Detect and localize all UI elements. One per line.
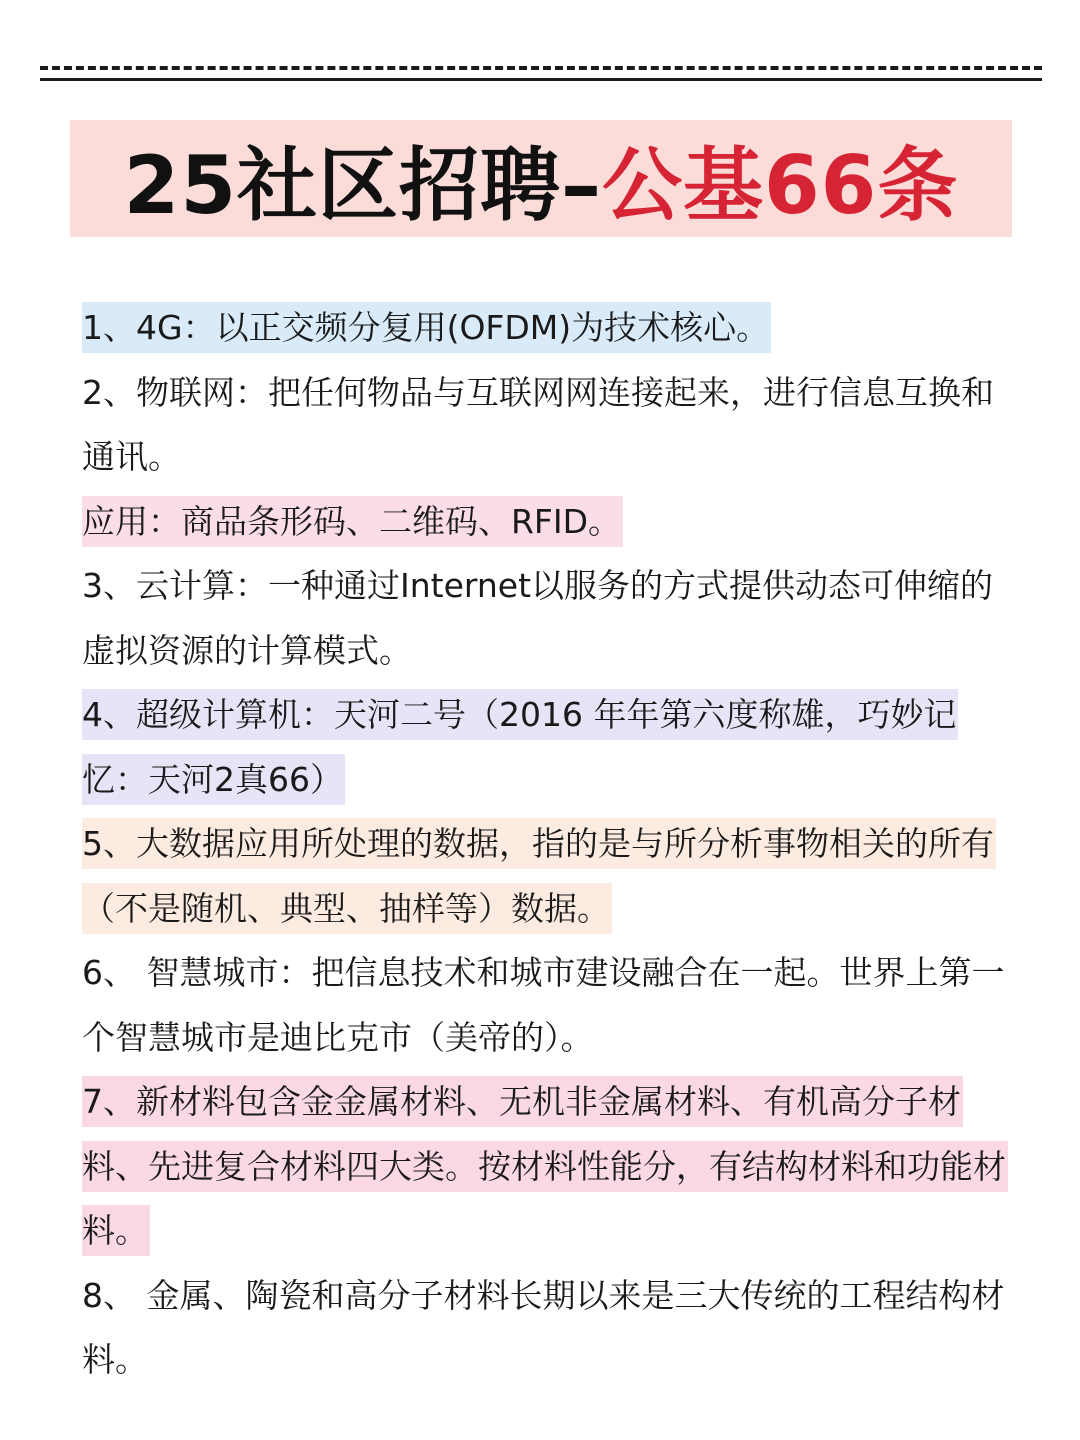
list-item xyxy=(82,554,1012,683)
top-dashed-rule xyxy=(40,66,1042,70)
list-item xyxy=(82,1070,1012,1264)
item-text: 4、超级计算机：天河二号（2016 年年第六度称雄，巧妙记忆：天河2真66） xyxy=(82,689,958,805)
list-item xyxy=(82,941,1012,1070)
title-accent: 公基66条 xyxy=(602,139,959,232)
item-text: 5、大数据应用所处理的数据，指的是与所分析事物相关的所有（不是随机、典型、抽样等）数据。 xyxy=(82,818,996,934)
list-item xyxy=(82,1264,1012,1393)
item-text: 8、 金属、陶瓷和高分子材料长期以来是三大传统的工程结构材料。 xyxy=(82,1275,1005,1379)
list-item xyxy=(82,296,1012,361)
list-item xyxy=(82,490,1012,555)
title-banner xyxy=(70,120,1012,237)
item-text: 1、4G：以正交频分复用(OFDM)为技术核心。 xyxy=(82,302,771,353)
item-text: 应用：商品条形码、二维码、RFID。 xyxy=(82,496,623,547)
item-text: 6、 智慧城市：把信息技术和城市建设融合在一起。世界上第一个智慧城市是迪比克市（美帝的）。 xyxy=(82,953,1005,1057)
content-list xyxy=(82,296,1012,1393)
title-primary: 25社区招聘– xyxy=(123,139,602,232)
top-solid-rule xyxy=(40,78,1042,81)
item-text: 7、新材料包含金金属材料、无机非金属材料、有机高分子材料、先进复合材料四大类。按材料性能分，有结构材料和功能材料。 xyxy=(82,1076,1008,1256)
list-item xyxy=(82,812,1012,941)
list-item xyxy=(82,361,1012,490)
list-item xyxy=(82,683,1012,812)
item-text: 3、云计算：一种通过Internet以服务的方式提供动态可伸缩的虚拟资源的计算模式。 xyxy=(82,566,994,670)
item-text: 2、物联网：把任何物品与互联网网连接起来，进行信息互换和通讯。 xyxy=(82,372,994,476)
